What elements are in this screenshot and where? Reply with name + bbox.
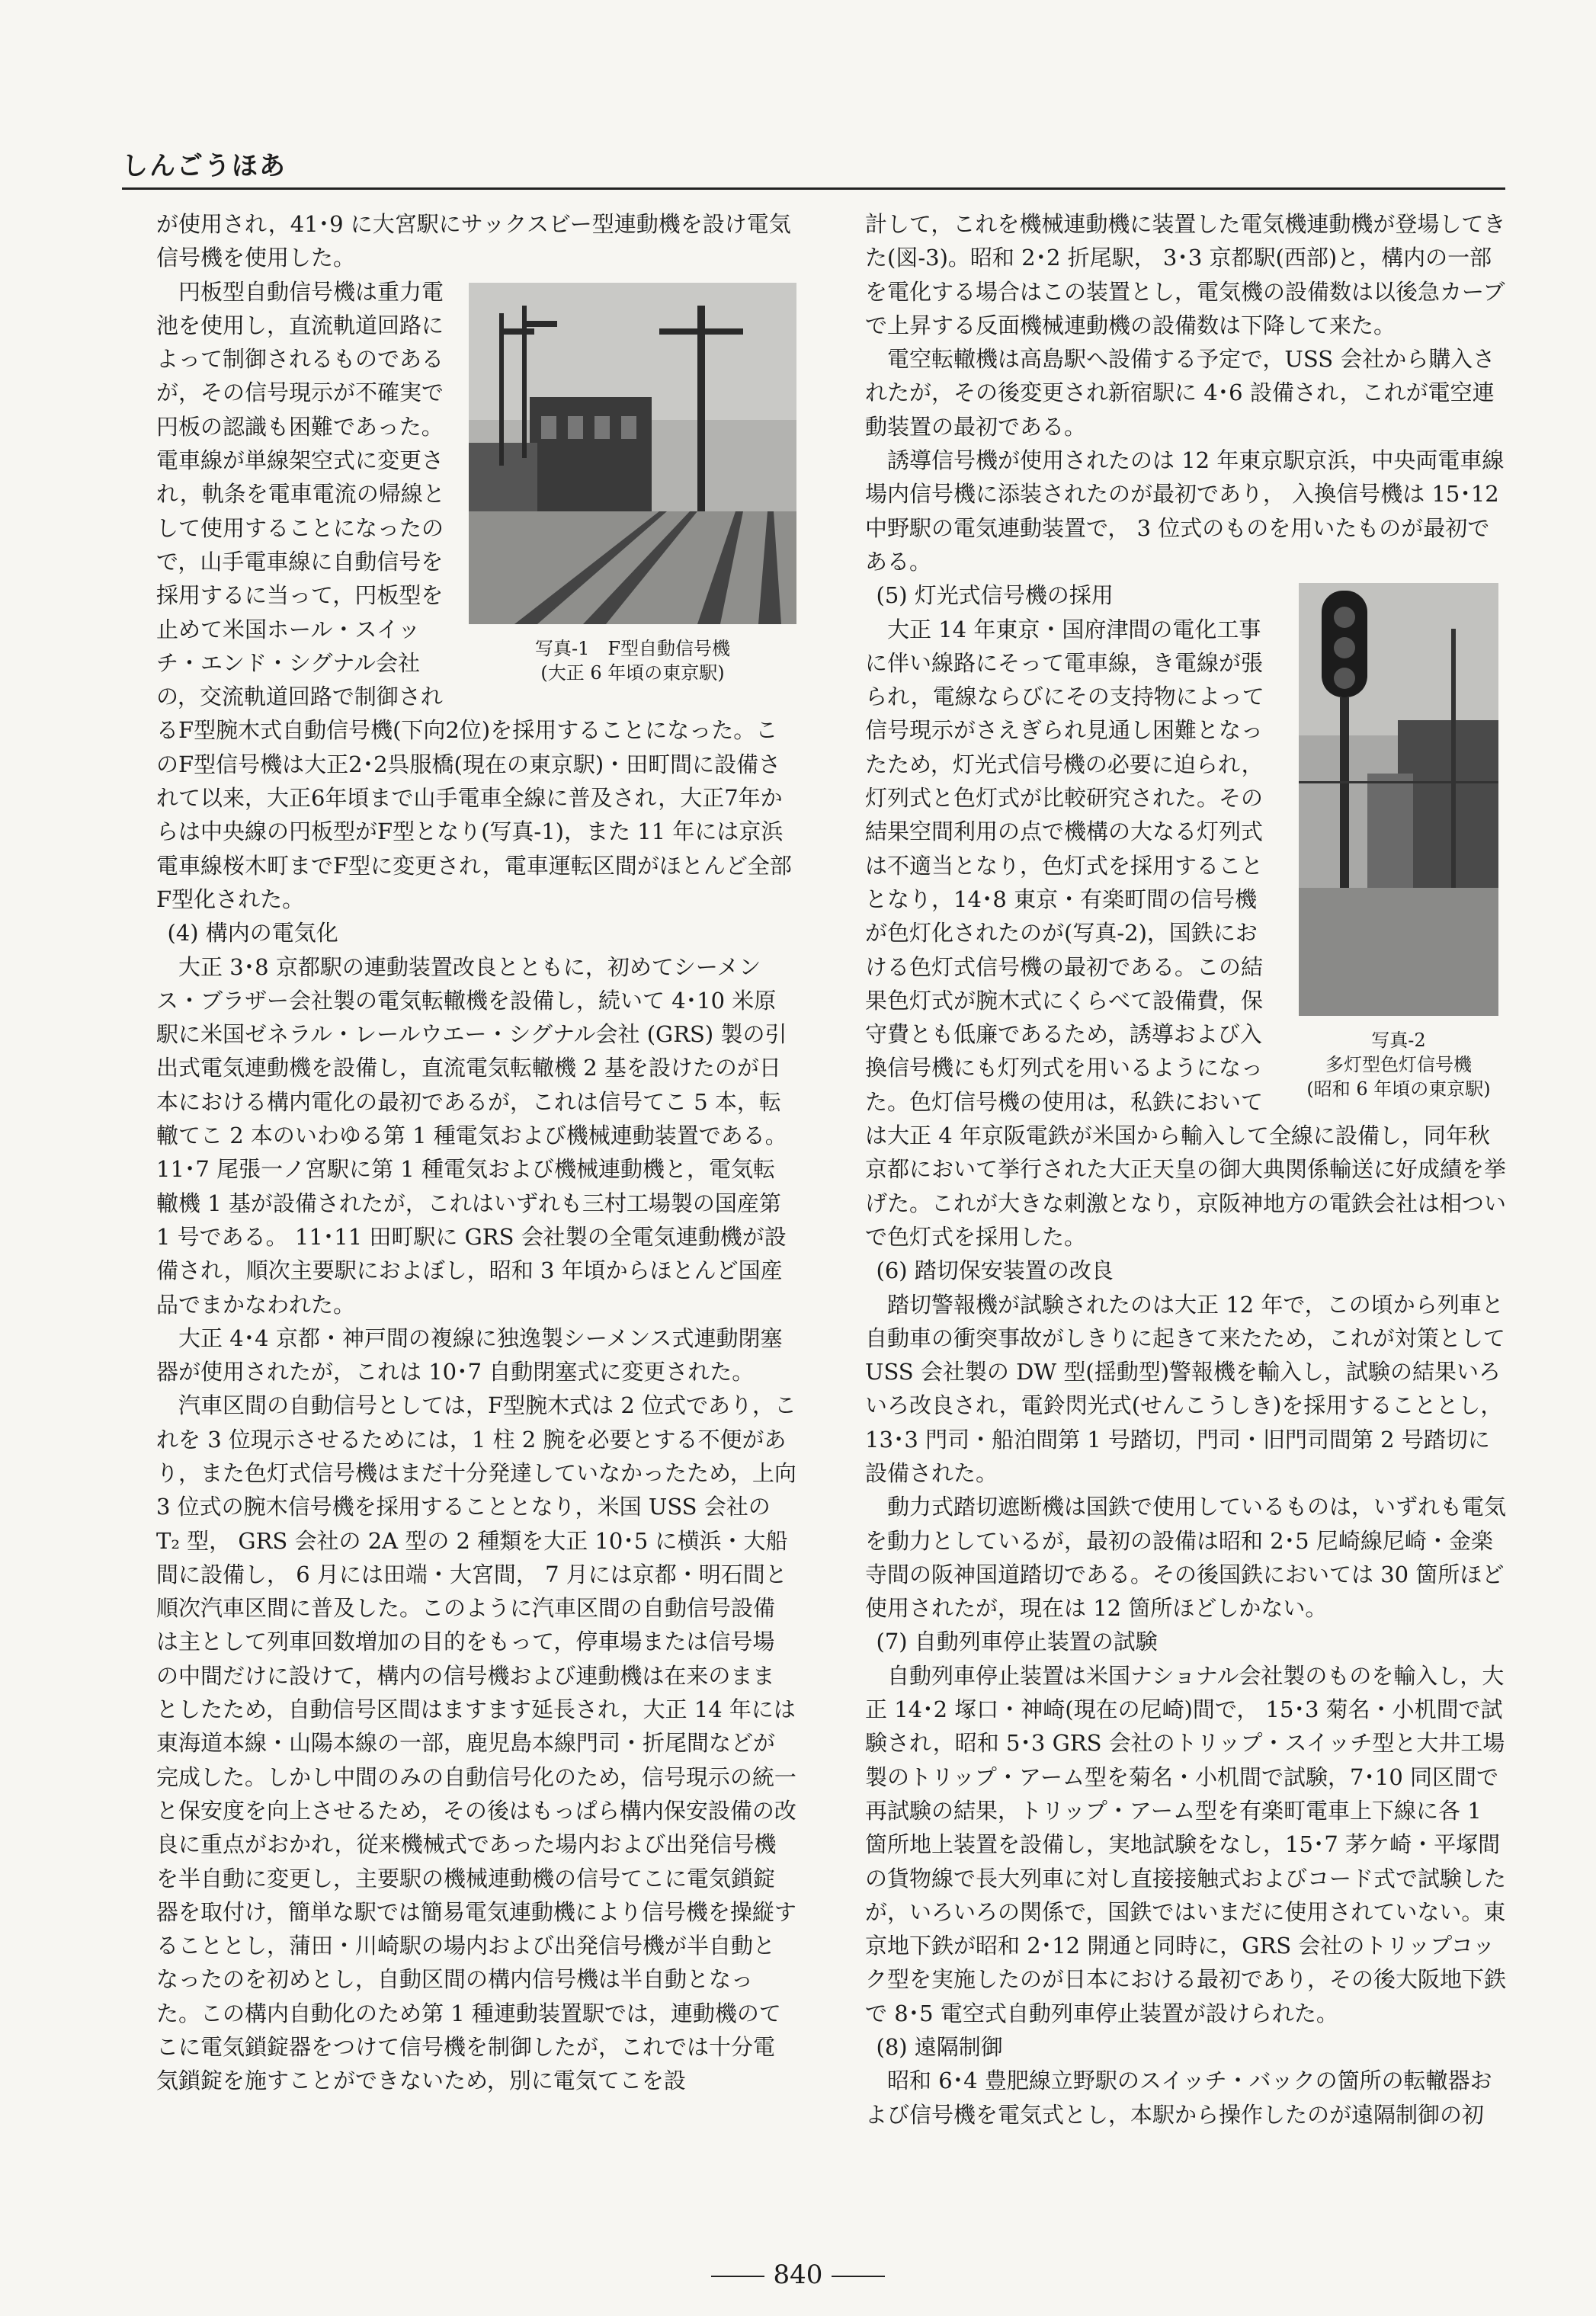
- figure-2: [1288, 583, 1509, 1101]
- paragraph: 誘導信号機が使用されたのは 12 年東京駅京浜，中央両電車線場内信号機に添装されたのが最初であり， 入換信号機は 15･12 中野駅の電気連動装置で， 3 位式のものを用いたものが最初である。: [865, 447, 1505, 575]
- page-number: 840: [0, 2260, 1596, 2290]
- paragraph: 自動列車停止装置は米国ナショナル会社製のものを輸入し，大正 14･2 塚口・神崎(現在の尼崎)間で， 15･3 菊名・小机間で試験され，昭和 5･3 GRS 会社のトリップ・スイッチ型と大井工場製のトリップ・アーム型を菊名・小机間で試験，7･10 同区間で再試験の結果，トリップ・アーム型を有楽町電車上下線に各 1 箇所地上装置を設備し，実地試験をなし，15･7 茅ケ崎・平塚間の貨物線で長大列車に対し直接接触式およびコード式で試験したが，いろいろの関係で，国鉄ではいまだに使用されていない。東京地下鉄が昭和 2･12 開通と同時に，GRS 会社のトリップコック型を実施したのが日本における最初であり，その後大阪地下鉄で 8･5 電空式自動列車停止装置が設けられた。: [865, 1662, 1507, 2026]
- running-head: しんごうほあ: [122, 151, 287, 181]
- paragraph: 計して，これを機械連動機に装置した電気機連動機が登場してきた(図-3)。昭和 2･2 折尾駅， 3･3 京都駅(西部)と，構内の一部を電化する場合はこの装置とし，電気機の設備数は以後急カーブで上昇する反面機械連動機の設備数は下降して来た。: [865, 211, 1506, 338]
- left-column: [156, 207, 796, 2098]
- section-heading-5: (5) 灯光式信号機の採用: [876, 582, 1114, 609]
- paragraph: 踏切警報機が試験されたのは大正 12 年で，この頃から列車と自動車の衝突事故がしきりに起きて来たため，これが対策として USS 会社製の DW 型(揺動型)警報機を輸入し，試験の結果いろいろ改良され，電鈴閃光式(せんこうしき)を採用することとし，13･3 門司・船泊間第 1 号踏切，門司・旧門司間第 2 号踏切に設備された。: [865, 1291, 1505, 1486]
- figure-1: [469, 283, 796, 685]
- paragraph: 汽車区間の自動信号としては，F型腕木式は 2 位式であり，これを 3 位現示させるためには，1 柱 2 腕を必要とする不便があり，また色灯式信号機はまだ十分発達していなかったため，上向 3 位式の腕木信号機を採用することとなり，米国 USS 会社の T₂ 型， GRS 会社の 2A 型の 2 種類を大正 10･5 に横浜・大船間に設備し， 6 月には田端・大宮間， 7 月には京都・明石間と順次汽車区間に普及した。このように汽車区間の自動信号設備は主として列車回数増加の目的をもって，停車場または信号場の中間だけに設けて，構内の信号機および連動機は在来のままとしたため，自動信号区間はますます延長され，大正 14 年には東海道本線・山陽本線の一部，鹿児島本線門司・折尾間などが完成した。しかし中間のみの自動信号化のため，信号現示の統一と保安度を向上させるため，その後はもっぱら構内保安設備の改良に重点がおかれ，従来機械式であった場内および出発信号機を半自動に変更し，主要駅の機械連動機の信号てこに電気鎖錠器を取付け，簡単な駅では簡易電気連動機により信号機を操縦することとし，蒲田・川崎駅の場内および出発信号機が半自動となったのを初めとし，自動区間の構内信号機は半自動となった。この構内自動化のため第 1 種連動装置駅では，連動機のてこに電気鎖錠器をつけて信号機を制御したが，これでは十分電気鎖錠を施すことができないため，別に電気てこを設: [156, 1392, 797, 2094]
- right-column: [865, 207, 1509, 2132]
- section-heading-8: (8) 遠隔制御: [876, 2034, 1003, 2061]
- photo-color-light-signal: [1299, 583, 1498, 1016]
- section-heading-7: (7) 自動列車停止装置の試験: [876, 1629, 1158, 1655]
- paragraph: 大正 3･8 京都駅の連動装置改良とともに，初めてシーメンス・ブラザー会社製の電気転轍機を設備し，続いて 4･10 米原駅に米国ゼネラル・レールウエー・シグナル会社 (GRS) 製の引出式電気連動機を設備し，直流電気転轍機 2 基を設けたのが日本における構内電化の最初であるが，これは信号てこ 5 本，転轍てこ 2 本のいわゆる第 1 種電気および機械連動装置である。11･7 尾張一ノ宮駅に第 1 種電気および機械連動機と，電気転轍機 1 基が設備されたが，これはいずれも三村工場製の国産第 1 号である。 11･11 田町駅に GRS 会社製の全電気連動機が設備され，順次主要駅におよぼし，昭和 3 年頃からほとんど国産品でまかなわれた。: [156, 953, 787, 1318]
- paragraph: が使用され，41･9 に大宮駅にサックスビー型連動機を設け電気信号機を使用した。: [156, 211, 791, 271]
- figure-1-caption: 写真-1 F型自動信号機 (大正 6 年頃の東京駅): [534, 637, 731, 684]
- section-heading-6: (6) 踏切保安装置の改良: [876, 1257, 1114, 1284]
- paragraph: 円板型自動信号機は重力電池を使用し，直流軌道回路によって制御されるものであるが，その信号現示が不確実で円板の認識も困難であった。電車線が単線架空式に変更され，軌条を電車電流の帰線として使用することになったので，山手電車線に自動信号を採用するに当って，円板型を止めて米国ホール・スイッチ・エンド・シグナル会社の，交流軌道回路で制御されるF型腕木式自動信号機(下向2位)を採用することになった。このF型信号機は大正2･2呉服橋(現在の東京駅)・田町間に設備されて以来，大正6年頃まで山手電車全線に普及され，大正7年からは中央線の円板型がF型となり(写真-1)，また 11 年には京浜電車線桜木町までF型に変更され，電車運転区間がほとんど全部F型化された。: [156, 278, 792, 912]
- figure-2-caption: 写真-2 多灯型色灯信号機 (昭和 6 年頃の東京駅): [1306, 1030, 1491, 1100]
- paragraph: 電空転轍機は高島駅へ設備する予定で，USS 会社から購入されたが，その後変更され新宿駅に 4･6 設備され，これが電空連動装置の最初である。: [865, 346, 1495, 440]
- section-heading-4: (4) 構内の電気化: [167, 920, 338, 947]
- photo-f-type-signal: [469, 283, 796, 624]
- header-rule: [122, 187, 1505, 190]
- paragraph: 昭和 6･4 豊肥線立野駅のスイッチ・バックの箇所の転轍器および信号機を電気式とし，本駅から操作したのが遠隔制御の初: [865, 2068, 1492, 2128]
- paragraph: 大正 4･4 京都・神戸間の複線に独逸製シーメンス式連動閉塞器が使用されたが，これは 10･7 自動閉塞式に変更された。: [156, 1325, 783, 1385]
- paragraph: 大正 14 年東京・国府津間の電化工事に伴い線路にそって電車線，き電線が張られ，電線ならびにその支持物によって信号現示がさえぎられ見通し困難となったため，灯光式信号機の必要に迫られ，灯列式と色灯式が比較研究された。その結果空間利用の点で機構の大なる灯列式は不適当となり，色灯式を採用することとなり，14･8 東京・有楽町間の信号機が色灯化されたのが(写真-2)，国鉄における色灯式信号機の最初である。この結果色灯式が腕木式にくらべて設備費，保守費とも低廉であるため，誘導および入換信号機にも灯列式を用いるようになった。色灯信号機の使用は，私鉄においては大正 4 年京阪電鉄が米国から輸入して全線に設備し，同年秋京都において挙行された大正天皇の御大典関係輸送に好成績を挙げた。これが大きな刺激となり，京阪神地方の電鉄会社は相ついで色灯式を採用した。: [865, 616, 1507, 1250]
- paragraph: 動力式踏切遮断機は国鉄で使用しているものは，いずれも電気を動力としているが，最初の設備は昭和 2･5 尼崎線尼崎・金楽寺間の阪神国道踏切である。その後国鉄においては 30 箇所ほど使用されたが，現在は 12 箇所ほどしかない。: [865, 1494, 1507, 1622]
